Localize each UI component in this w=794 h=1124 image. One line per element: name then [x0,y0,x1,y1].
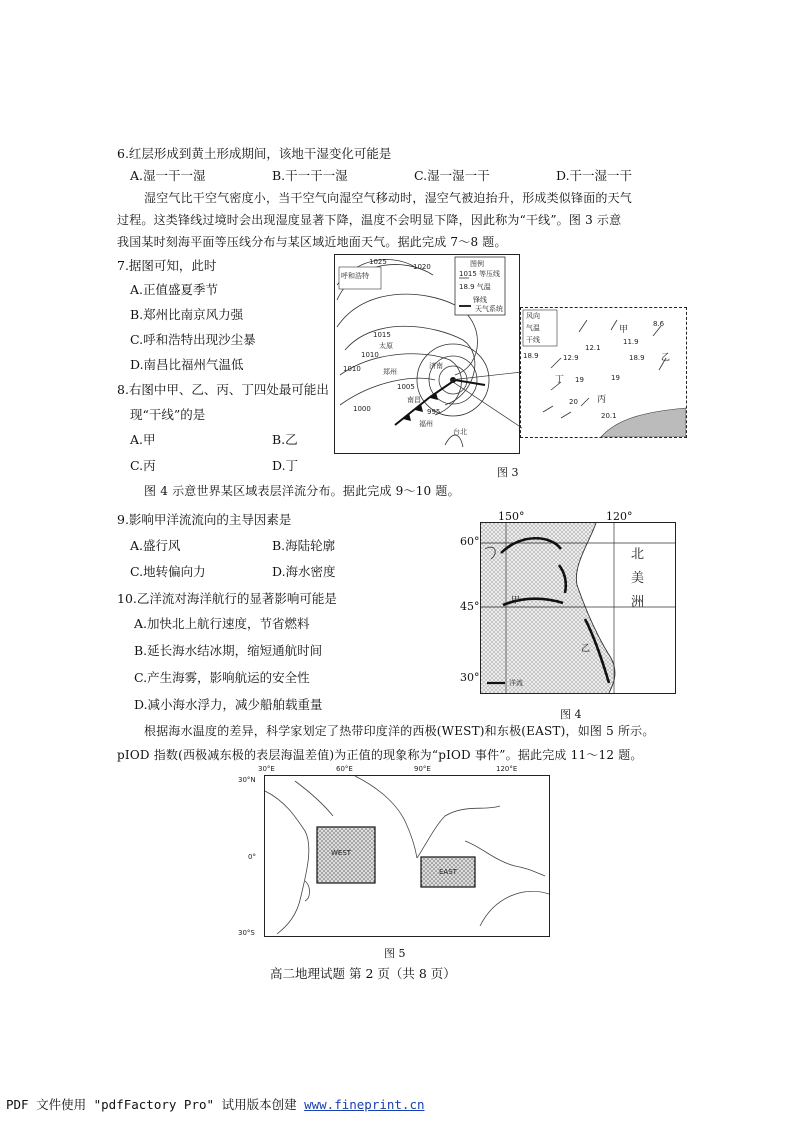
q10-option-a: A.加快北上航行速度，节省燃料 [134,616,310,631]
fig3-isobar-label-3: 1015 [373,331,391,339]
q6-stem: 6.红层形成到黄土形成期间，该地干湿变化可能是 [117,146,392,161]
fig3-marker-bing: 丙 [597,395,607,405]
passage2: 图 4 示意世界某区域表层洋流分布。据此完成 9～10 题。 [144,484,460,498]
fig3-isobar-label-2: 1020 [413,263,431,271]
fig4-continent-char-3: 洲 [631,595,645,610]
fig5-lat-0: 0° [248,853,256,861]
fig4-legend: 洋流 [509,679,523,687]
fig3-temp-6: 18.9 [629,354,645,362]
fig4-lat-30: 30° [460,671,480,684]
fig5-lat-30s: 30°S [238,929,255,937]
fig5-lon-120e: 120°E [496,765,518,773]
fig3-isobar-label-6: 1000 [353,405,371,413]
fig3-marker-yi: 乙 [661,353,671,363]
fig3-caption: 图 3 [497,466,519,479]
fig3-temp-5: 8.6 [653,320,665,328]
fig5-lon-90e: 90°E [414,765,431,773]
passage1-line-3: 我国某时刻海平面等压线分布与某区域近地面天气。据此完成 7～8 题。 [117,235,507,249]
fig4-current-yi: 乙 [581,644,591,654]
fig5-east-label: EAST [439,868,457,876]
fig3-legend-system: 天气系统 [475,305,503,313]
q6-option-c: C.湿一湿一干 [414,168,490,183]
fig3-isobar-label-7: 995 [427,408,441,416]
q10-option-b: B.延长海水结冰期，缩短通航时间 [134,643,323,658]
q6-option-d: D.干一湿一干 [556,168,633,183]
q7-stem: 7.据图可知，此时 [117,258,217,273]
fig4-continent-char-1: 北 [631,547,645,562]
fig3-isobar-label-1: 1025 [369,258,387,266]
q6-option-a: A.湿一干一湿 [130,168,206,183]
passage3-line-1: 根据海水温度的差异，科学家划定了热带印度洋的西极(WEST)和东极(EAST)，如图 5 所示。 [144,724,655,738]
q9-option-a: A.盛行风 [130,538,181,553]
fig3-legend-temp: 18.9 气温 [459,283,491,291]
q10-option-c: C.产生海雾，影响航运的安全性 [134,670,310,685]
fig3-city-taipei: 台北 [453,428,467,436]
fig5-lon-30e: 30°E [258,765,275,773]
fig3-temp-3: 12.1 [585,344,601,352]
fig3-isobar-label-5: 1005 [397,383,415,391]
fig3-inset-legend-dryline: 干线 [526,336,540,344]
fig3-legend-front: 锋线 [473,296,487,304]
q8-option-d: D.丁 [272,458,299,473]
q10-stem: 10.乙洋流对海洋航行的显著影响可能是 [117,591,337,606]
pdf-footer [6,1095,425,1113]
passage1-line-2: 过程。这类锋线过境时会出现湿度显著下降，温度不会明显下降，因此称为“干线”。图 3 示意 [117,213,622,227]
fig3-temp-10: 20.1 [601,412,617,420]
q7-option-d: D.南昌比福州气温低 [130,357,244,372]
q7-option-b: B.郑州比南京风力强 [130,307,244,322]
fig4-lat-45: 45° [460,600,480,613]
q9-option-c: C.地转偏向力 [130,564,206,579]
fig3-temp-2: 12.9 [563,354,579,362]
q6-option-b: B.干一干一湿 [272,168,348,183]
fig3-marker-jia: 甲 [619,325,629,335]
q8-option-b: B.乙 [272,432,298,447]
q9-stem: 9.影响甲洋流流向的主导因素是 [117,512,292,527]
fig3-city-jinan: 济南 [429,362,443,370]
q10-option-d: D.减小海水浮力，减少船舶载重量 [134,697,323,712]
fig3-temp-9: 20 [569,398,578,406]
q8-stem-line-1: 8.右图中甲、乙、丙、丁四处最可能出 [117,382,329,397]
fig4-current-jia: 甲 [511,596,521,606]
fig4-caption: 图 4 [560,708,582,721]
fig4-ocean-currents-map [480,522,676,694]
fig3-marker-ding: 丁 [555,375,565,385]
fig4-lon-150: 150° [498,510,525,523]
fig5-lat-30n: 30°N [238,776,256,784]
fig5-map-svg [265,776,549,936]
q7-option-c: C.呼和浩特出现沙尘暴 [130,332,256,347]
fig3-inset [520,307,687,438]
fig3-zoom-connector [440,370,530,430]
fig3-city-zhengzhou: 郑州 [383,368,397,376]
fig3-temp-8: 19 [611,374,620,382]
fig5-indian-ocean-map [264,775,550,937]
fig3-city-fuzhou: 福州 [419,420,433,428]
q8-option-c: C.丙 [130,458,156,473]
passage1-line-1: 湿空气比干空气密度小，当干空气向湿空气移动时，湿空气被迫抬升，形成类似锋面的天气 [144,191,633,205]
fig3-legend-title: 图例 [470,260,484,268]
fig3-temp-1: 18.9 [523,352,539,360]
fig3-legend-isobar: 1015 等压线 [459,270,501,278]
pdf-footer-text: PDF 文件使用 "pdfFactory Pro" 试用版本创建 [6,1097,305,1112]
q7-option-a: A.正值盛夏季节 [130,282,219,297]
fig5-west-label: WEST [331,849,352,857]
fig3-temp-4: 11.9 [623,338,639,346]
fig4-map-svg [481,523,675,693]
fig3-isobar-label-4: 1010 [361,351,379,359]
fig4-continent-char-2: 美 [631,571,645,586]
q8-stem-line-2: 现“干线”的是 [130,407,206,422]
q9-option-b: B.海陆轮廓 [272,538,336,553]
passage3-line-2: pIOD 指数(西极减东极的表层海温差值)为正值的现象称为“pIOD 事件”。据此完成 11～12 题。 [117,748,643,762]
fig3-isobar-label-8: 1010 [343,365,361,373]
fig4-lon-120: 120° [606,510,633,523]
fig3-inset-legend-wind: 风向 [526,312,540,320]
q9-option-d: D.海水密度 [272,564,336,579]
fig4-lat-60: 60° [460,535,480,548]
pdf-footer-link[interactable]: www.fineprint.cn [304,1097,425,1112]
fig5-caption: 图 5 [384,947,406,960]
fig3-inset-legend-temp: 气温 [526,324,540,332]
fig3-city-nanchang: 南昌 [407,396,421,404]
fig3-temp-7: 19 [575,376,584,384]
fig5-lon-60e: 60°E [336,765,353,773]
fig3-city-taiyuan: 太原 [379,342,393,350]
q8-option-a: A.甲 [130,432,156,447]
page-footer: 高二地理试题 第 2 页（共 8 页） [270,966,456,981]
fig3-city-hohhot: 呼和浩特 [341,272,369,280]
